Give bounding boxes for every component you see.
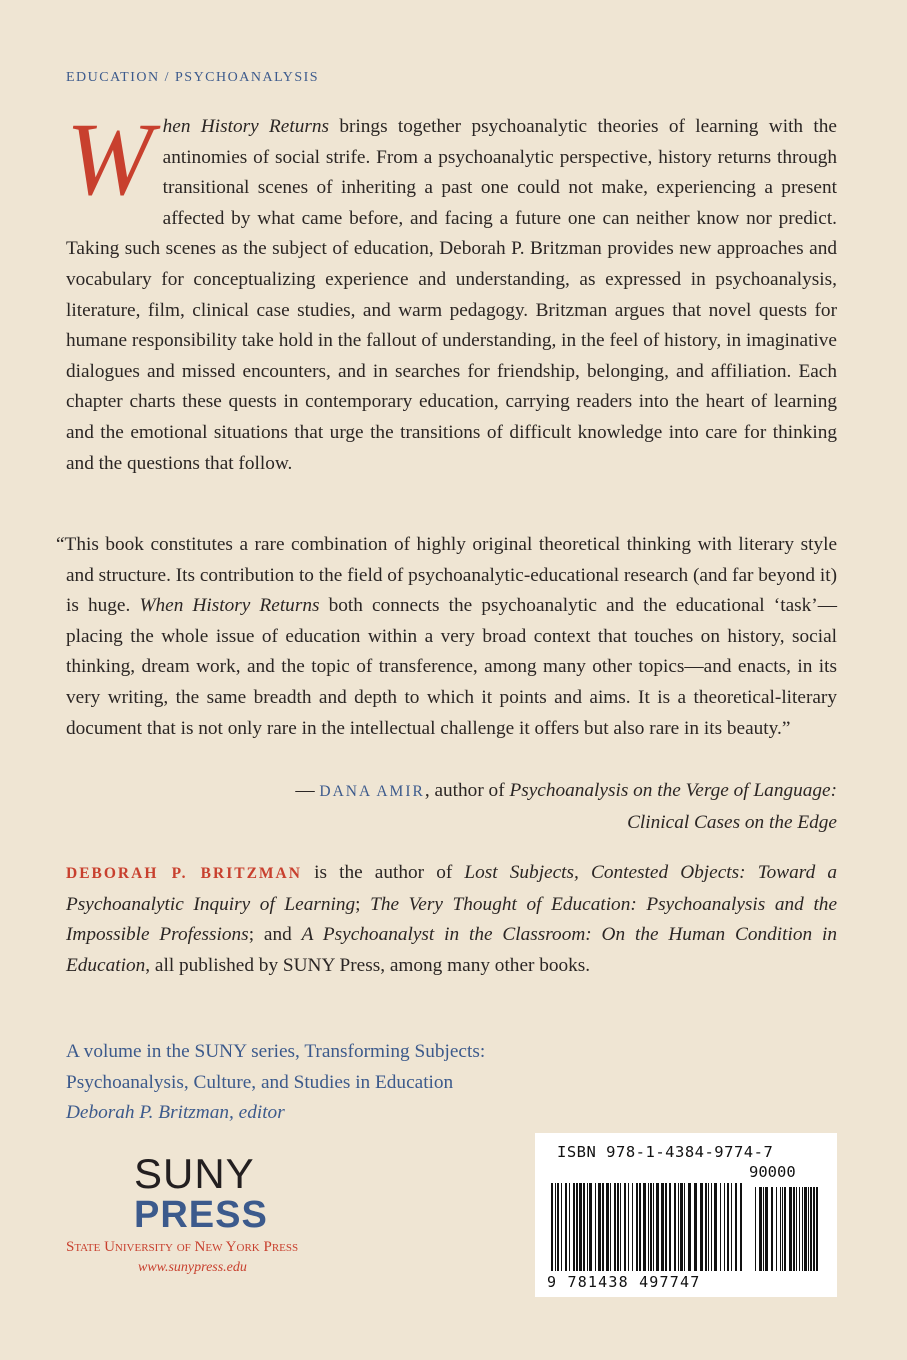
series-line-1: A volume in the SUNY series, Transforming Subjects: [66,1041,486,1062]
bio-text: , all published by SUNY Press, among many other books. [145,954,591,976]
logo-suny-text: SUNY [134,1150,255,1197]
category-label: EDUCATION / PSYCHOANALYSIS [66,70,320,85]
attribution-mid: , author of [424,780,510,801]
author-name: DEBORAH P. BRITZMAN [66,865,302,882]
endorsement-quote [56,530,837,744]
series-line-2: Psychoanalysis, Culture, and Studies in Education [66,1071,454,1093]
quote-text-2: both connects the psychoanalytic and the educational ‘task’—placing the whole issue of education within a very broad context that touches on history, social thinking, dream work, and the topic of transference, among many other topics—and enacts, in its very writing, the same breadth and depth to which it points and aims. It is a theoretical-literary document that is not only rare in the intellectual challenge it offers but also rare in its beauty.” [66,595,837,739]
publisher-name: State University of New York Press [66,1239,299,1255]
bio-text: is the author of [301,862,465,883]
publisher-url: www.sunypress.edu [138,1260,247,1275]
bio-text: ; and [248,924,302,946]
price-code: 90000 [749,1163,796,1181]
blurb-text: brings together psychoanalytic theories of learning with the antinomies of social strife. From a psychoanalytic perspective, history returns through transitional scenes of inheriting a past one could not make, experiencing a present affected by what came before, and facing a future one can neither know nor predict. Taking such scenes as the subject of education, Deborah P. Britzman provides new approaches and vocabulary for conceptualizing experience and understanding, as expressed in psychoanalysis, literature, film, clinical case studies, and warm pedagogy. Britzman argues that novel quests for humane responsibility take hold in the fallout of understanding, in the feel of history, in imaginative dialogues and missed encounters, and in searches for friendship, belonging, and affiliation. Each chapter charts these quests in contemporary education, carrying readers into the heart of learning and the emotional situations that urge the transitions of difficult knowledge into care for thinking and the questions that follow. [66,116,837,474]
series-editor: Deborah P. Britzman, editor [66,1102,285,1124]
quote-book-title: When History Returns [139,595,320,617]
isbn-label: ISBN 978-1-4384-9774-7 [557,1143,774,1161]
barcode-icon [547,1161,827,1273]
endorsement-attribution [66,776,837,838]
attribution-dash: — [295,780,320,801]
bio-text: ; [355,893,371,915]
drop-cap: W [66,102,153,217]
endorser-name: DANA AMIR [319,783,425,800]
author-bio [66,858,837,981]
description-blurb [66,102,837,479]
bio-book-3: A Psychoanalyst in the Classroom: On the Human Condition in Education [66,924,838,976]
book-title-inline: hen History Returns [162,116,330,137]
endorser-book-line1: Psychoanalysis on the Verge of Language: [509,780,837,801]
series-info [66,1037,666,1129]
bio-book-1: Lost Subjects, Contested Objects: Toward a Psychoanalytic Inquiry of Learning [66,862,838,915]
endorser-book-line2: Clinical Cases on the Edge [627,811,837,833]
logo-press-text: PRESS [134,1194,268,1236]
barcode-box [535,1133,837,1297]
bio-book-2: The Very Thought of Education: Psychoanalysis and the Impossible Professions [66,893,837,946]
ean-digits: 9 781438 497747 [547,1273,701,1291]
quote-text-1: “This book constitutes a rare combination of highly original theoretical thinking with literary style and structure. Its contribution to the field of psychoanalytic-educational research (and far beyond it) is huge. [56,534,837,617]
